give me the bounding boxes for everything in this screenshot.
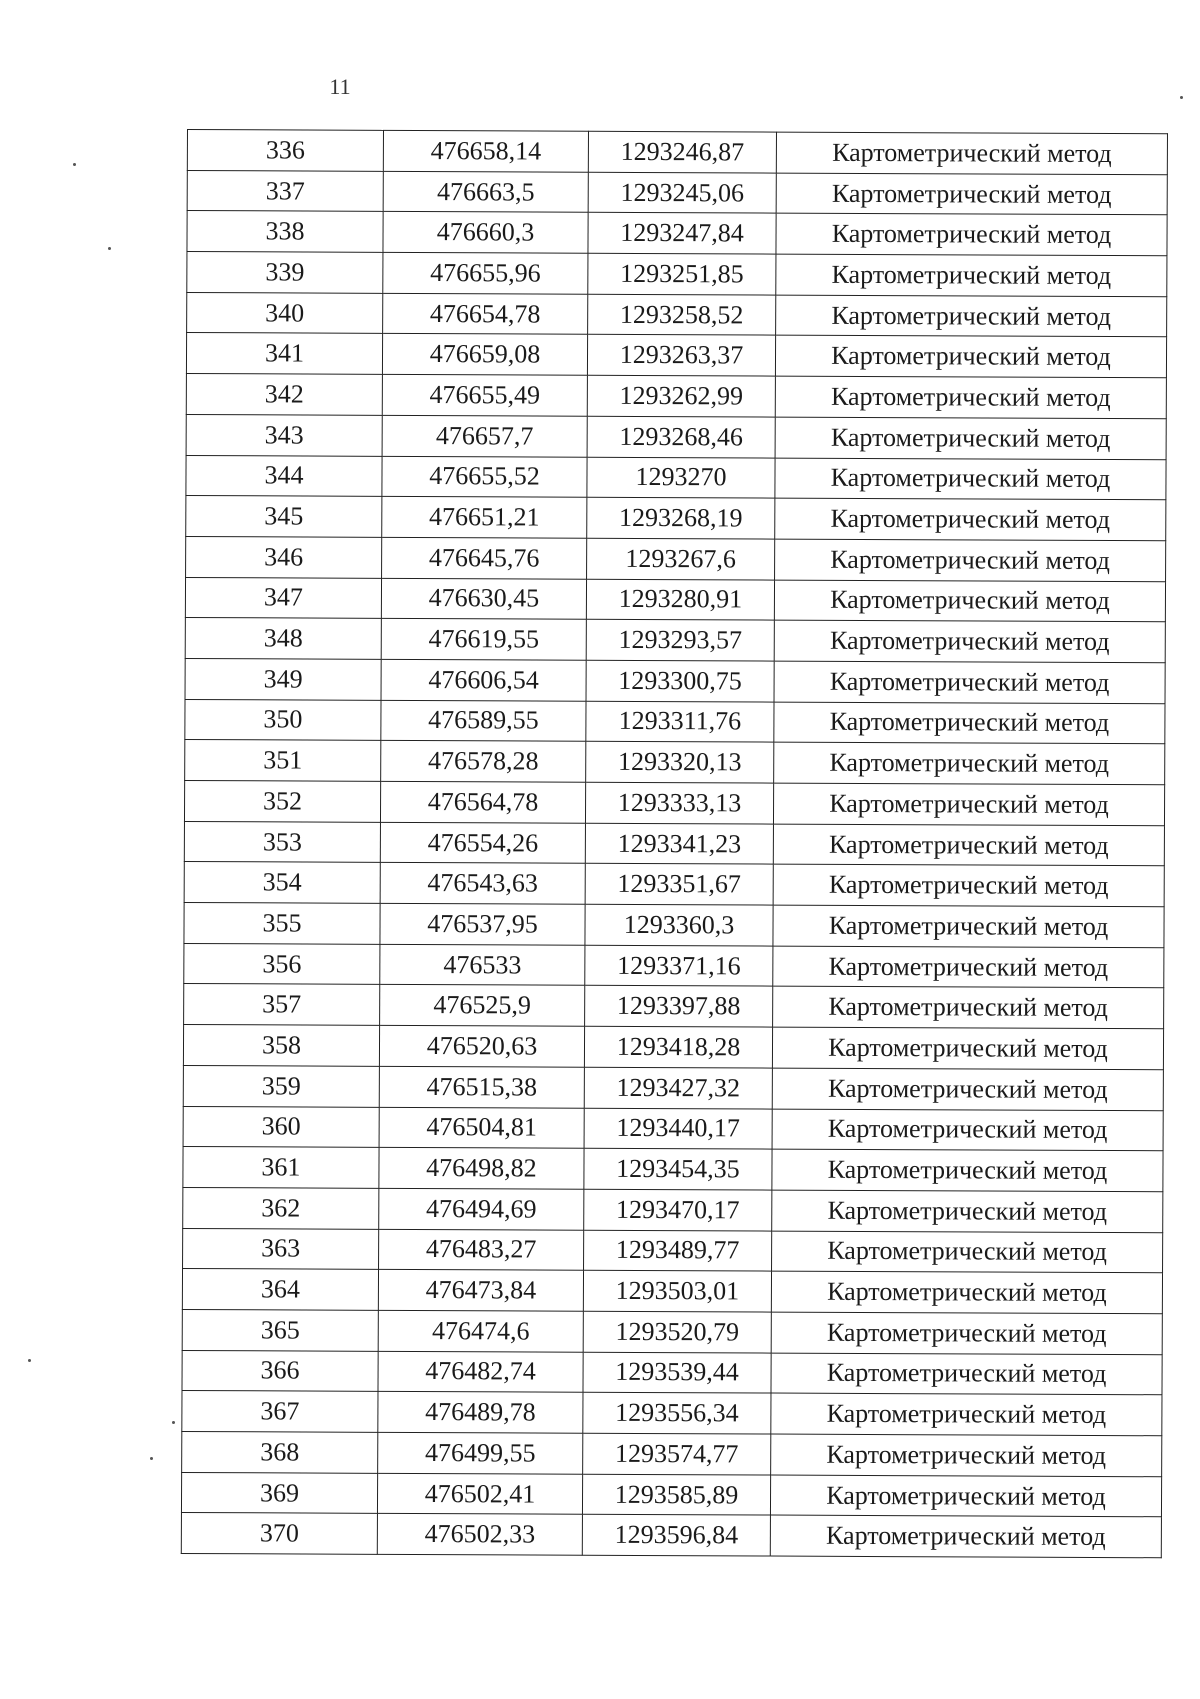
table-row xyxy=(183,1228,1163,1273)
x-coordinate-cell: 476655,52 xyxy=(382,456,587,498)
x-coordinate-cell: 476660,3 xyxy=(383,212,588,254)
x-coordinate-cell: 476520,63 xyxy=(379,1025,584,1067)
method-cell: Картометрический метод xyxy=(773,946,1164,988)
point-number-cell: 343 xyxy=(186,414,382,456)
x-coordinate-cell: 476655,96 xyxy=(383,252,588,294)
table-row xyxy=(183,1106,1163,1151)
point-number-cell: 359 xyxy=(183,1065,379,1107)
method-cell: Картометрический метод xyxy=(774,580,1165,622)
point-number-cell: 356 xyxy=(184,943,380,985)
method-cell: Картометрический метод xyxy=(775,458,1166,500)
point-number-cell: 344 xyxy=(186,455,382,497)
method-cell: Картометрический метод xyxy=(775,376,1166,418)
method-cell: Картометрический метод xyxy=(772,1149,1163,1191)
method-cell: Картометрический метод xyxy=(776,254,1167,296)
point-number-cell: 355 xyxy=(184,903,380,945)
x-coordinate-cell: 476651,21 xyxy=(382,497,587,539)
y-coordinate-cell: 1293520,79 xyxy=(583,1311,771,1353)
x-coordinate-cell: 476564,78 xyxy=(380,781,585,823)
x-coordinate-cell: 476537,95 xyxy=(380,903,585,945)
x-coordinate-cell: 476554,26 xyxy=(380,822,585,864)
table-row xyxy=(187,292,1167,337)
scan-speck xyxy=(150,1457,153,1460)
x-coordinate-cell: 476658,14 xyxy=(383,130,588,172)
point-number-cell: 353 xyxy=(184,821,380,863)
y-coordinate-cell: 1293262,99 xyxy=(587,375,775,417)
x-coordinate-cell: 476504,81 xyxy=(379,1107,584,1149)
y-coordinate-cell: 1293341,23 xyxy=(585,823,773,865)
page-number xyxy=(0,74,1200,100)
point-number-cell: 342 xyxy=(186,374,382,416)
point-number-cell: 369 xyxy=(181,1472,377,1514)
y-coordinate-cell: 1293371,16 xyxy=(585,945,773,987)
method-cell: Картометрический метод xyxy=(773,987,1164,1029)
table-row xyxy=(183,1025,1163,1070)
table-row xyxy=(187,170,1167,215)
point-number-cell: 357 xyxy=(184,984,380,1026)
x-coordinate-cell: 476494,69 xyxy=(379,1188,584,1230)
x-coordinate-cell: 476654,78 xyxy=(383,293,588,335)
table-row xyxy=(181,1513,1161,1558)
y-coordinate-cell: 1293585,89 xyxy=(582,1474,770,1516)
table-row xyxy=(182,1391,1162,1436)
y-coordinate-cell: 1293418,28 xyxy=(584,1026,772,1068)
method-cell: Картометрический метод xyxy=(774,620,1165,662)
table-row xyxy=(187,252,1167,297)
table-row xyxy=(181,1472,1161,1517)
y-coordinate-cell: 1293300,75 xyxy=(586,660,774,702)
scan-speck xyxy=(28,1359,31,1362)
point-number-cell: 349 xyxy=(185,658,381,700)
point-number-cell: 337 xyxy=(187,170,383,212)
point-number-cell: 360 xyxy=(183,1106,379,1148)
x-coordinate-cell: 476498,82 xyxy=(379,1148,584,1190)
method-cell: Картометрический метод xyxy=(770,1515,1161,1557)
scan-speck xyxy=(172,1421,175,1424)
method-cell: Картометрический метод xyxy=(772,1027,1163,1069)
point-number-cell: 364 xyxy=(182,1269,378,1311)
point-number-cell: 354 xyxy=(184,862,380,904)
y-coordinate-cell: 1293280,91 xyxy=(586,579,774,621)
table-row xyxy=(185,577,1165,622)
table-row xyxy=(184,821,1164,866)
table-row xyxy=(184,984,1164,1029)
point-number-cell: 336 xyxy=(187,130,383,172)
x-coordinate-cell: 476630,45 xyxy=(381,578,586,620)
method-cell: Картометрический метод xyxy=(776,295,1167,337)
point-number-cell: 366 xyxy=(182,1350,378,1392)
method-cell: Картометрический метод xyxy=(773,783,1164,825)
point-number-cell: 346 xyxy=(186,536,382,578)
method-cell: Картометрический метод xyxy=(772,1109,1163,1151)
method-cell: Картометрический метод xyxy=(771,1353,1162,1395)
table-row xyxy=(182,1431,1162,1476)
table-row xyxy=(187,130,1167,175)
point-number-cell: 361 xyxy=(183,1147,379,1189)
y-coordinate-cell: 1293454,35 xyxy=(584,1148,772,1190)
y-coordinate-cell: 1293539,44 xyxy=(583,1352,771,1394)
method-cell: Картометрический метод xyxy=(775,336,1166,378)
x-coordinate-cell: 476533 xyxy=(380,944,585,986)
point-number-cell: 348 xyxy=(185,618,381,660)
point-number-cell: 365 xyxy=(182,1309,378,1351)
table-row xyxy=(184,862,1164,907)
scan-speck xyxy=(73,163,76,166)
method-cell: Картометрический метод xyxy=(774,661,1165,703)
table-row xyxy=(186,455,1166,500)
y-coordinate-cell: 1293267,6 xyxy=(587,538,775,580)
point-number-cell: 351 xyxy=(185,740,381,782)
y-coordinate-cell: 1293556,34 xyxy=(583,1393,771,1435)
method-cell: Картометрический метод xyxy=(776,213,1167,255)
table-row xyxy=(185,618,1165,663)
method-cell: Картометрический метод xyxy=(772,1190,1163,1232)
method-cell: Картометрический метод xyxy=(775,417,1166,459)
coordinates-table-body xyxy=(181,130,1167,1558)
x-coordinate-cell: 476502,33 xyxy=(377,1514,582,1556)
method-cell: Картометрический метод xyxy=(774,702,1165,744)
x-coordinate-cell: 476619,55 xyxy=(381,619,586,661)
method-cell: Картометрический метод xyxy=(773,905,1164,947)
table-row xyxy=(183,1187,1163,1232)
x-coordinate-cell: 476543,63 xyxy=(380,863,585,905)
point-number-cell: 370 xyxy=(181,1513,377,1555)
method-cell: Картометрический метод xyxy=(771,1393,1162,1435)
table-row xyxy=(184,780,1164,825)
point-number-cell: 338 xyxy=(187,211,383,253)
point-number-cell: 347 xyxy=(185,577,381,619)
y-coordinate-cell: 1293320,13 xyxy=(586,742,774,784)
y-coordinate-cell: 1293360,3 xyxy=(585,904,773,946)
y-coordinate-cell: 1293503,01 xyxy=(583,1270,771,1312)
method-cell: Картометрический метод xyxy=(771,1434,1162,1476)
page-number-text: 11 xyxy=(329,74,351,99)
point-number-cell: 340 xyxy=(187,292,383,334)
method-cell: Картометрический метод xyxy=(770,1475,1161,1517)
scan-speck xyxy=(108,247,111,250)
point-number-cell: 341 xyxy=(186,333,382,375)
point-number-cell: 352 xyxy=(184,780,380,822)
x-coordinate-cell: 476606,54 xyxy=(381,659,586,701)
x-coordinate-cell: 476499,55 xyxy=(378,1432,583,1474)
point-number-cell: 350 xyxy=(185,699,381,741)
table-row xyxy=(186,536,1166,581)
y-coordinate-cell: 1293246,87 xyxy=(588,131,776,173)
table-row xyxy=(185,658,1165,703)
y-coordinate-cell: 1293427,32 xyxy=(584,1067,772,1109)
method-cell: Картометрический метод xyxy=(776,173,1167,215)
table-row xyxy=(186,333,1166,378)
y-coordinate-cell: 1293263,37 xyxy=(587,335,775,377)
y-coordinate-cell: 1293258,52 xyxy=(588,294,776,336)
scan-speck xyxy=(1180,96,1183,99)
table-row xyxy=(182,1269,1162,1314)
table-row xyxy=(185,740,1165,785)
y-coordinate-cell: 1293251,85 xyxy=(588,253,776,295)
point-number-cell: 367 xyxy=(182,1391,378,1433)
x-coordinate-cell: 476645,76 xyxy=(382,537,587,579)
x-coordinate-cell: 476515,38 xyxy=(379,1066,584,1108)
method-cell: Картометрический метод xyxy=(774,742,1165,784)
table-row xyxy=(184,903,1164,948)
point-number-cell: 363 xyxy=(183,1228,379,1270)
table-row xyxy=(182,1350,1162,1395)
table-row xyxy=(183,1065,1163,1110)
table-row xyxy=(186,496,1166,541)
table-row xyxy=(185,699,1165,744)
y-coordinate-cell: 1293247,84 xyxy=(588,213,776,255)
table-row xyxy=(182,1309,1162,1354)
y-coordinate-cell: 1293470,17 xyxy=(584,1189,772,1231)
y-coordinate-cell: 1293397,88 xyxy=(585,986,773,1028)
x-coordinate-cell: 476502,41 xyxy=(377,1473,582,1515)
x-coordinate-cell: 476473,84 xyxy=(378,1270,583,1312)
x-coordinate-cell: 476578,28 xyxy=(381,741,586,783)
y-coordinate-cell: 1293574,77 xyxy=(583,1433,771,1475)
y-coordinate-cell: 1293440,17 xyxy=(584,1108,772,1150)
point-number-cell: 368 xyxy=(182,1431,378,1473)
method-cell: Картометрический метод xyxy=(775,498,1166,540)
x-coordinate-cell: 476489,78 xyxy=(378,1392,583,1434)
point-number-cell: 339 xyxy=(187,252,383,294)
y-coordinate-cell: 1293270 xyxy=(587,457,775,499)
y-coordinate-cell: 1293333,13 xyxy=(585,782,773,824)
y-coordinate-cell: 1293489,77 xyxy=(584,1230,772,1272)
table-row xyxy=(186,414,1166,459)
coordinates-table xyxy=(181,129,1168,1558)
method-cell: Картометрический метод xyxy=(771,1312,1162,1354)
y-coordinate-cell: 1293596,84 xyxy=(582,1515,770,1557)
x-coordinate-cell: 476657,7 xyxy=(382,415,587,457)
table-row xyxy=(187,211,1167,256)
y-coordinate-cell: 1293268,46 xyxy=(587,416,775,458)
y-coordinate-cell: 1293245,06 xyxy=(588,172,776,214)
method-cell: Картометрический метод xyxy=(773,824,1164,866)
x-coordinate-cell: 476589,55 xyxy=(381,700,586,742)
method-cell: Картометрический метод xyxy=(772,1068,1163,1110)
x-coordinate-cell: 476655,49 xyxy=(382,374,587,416)
point-number-cell: 362 xyxy=(183,1187,379,1229)
y-coordinate-cell: 1293268,19 xyxy=(587,497,775,539)
method-cell: Картометрический метод xyxy=(772,1231,1163,1273)
y-coordinate-cell: 1293293,57 xyxy=(586,619,774,661)
method-cell: Картометрический метод xyxy=(776,132,1167,174)
x-coordinate-cell: 476659,08 xyxy=(382,334,587,376)
y-coordinate-cell: 1293351,67 xyxy=(585,864,773,906)
table-row xyxy=(183,1147,1163,1192)
method-cell: Картометрический метод xyxy=(775,539,1166,581)
method-cell: Картометрический метод xyxy=(773,864,1164,906)
point-number-cell: 345 xyxy=(186,496,382,538)
x-coordinate-cell: 476483,27 xyxy=(379,1229,584,1271)
x-coordinate-cell: 476663,5 xyxy=(383,171,588,213)
point-number-cell: 358 xyxy=(183,1025,379,1067)
y-coordinate-cell: 1293311,76 xyxy=(586,701,774,743)
method-cell: Картометрический метод xyxy=(771,1271,1162,1313)
table-row xyxy=(186,374,1166,419)
x-coordinate-cell: 476525,9 xyxy=(380,985,585,1027)
table-row xyxy=(184,943,1164,988)
x-coordinate-cell: 476482,74 xyxy=(378,1351,583,1393)
x-coordinate-cell: 476474,6 xyxy=(378,1310,583,1352)
